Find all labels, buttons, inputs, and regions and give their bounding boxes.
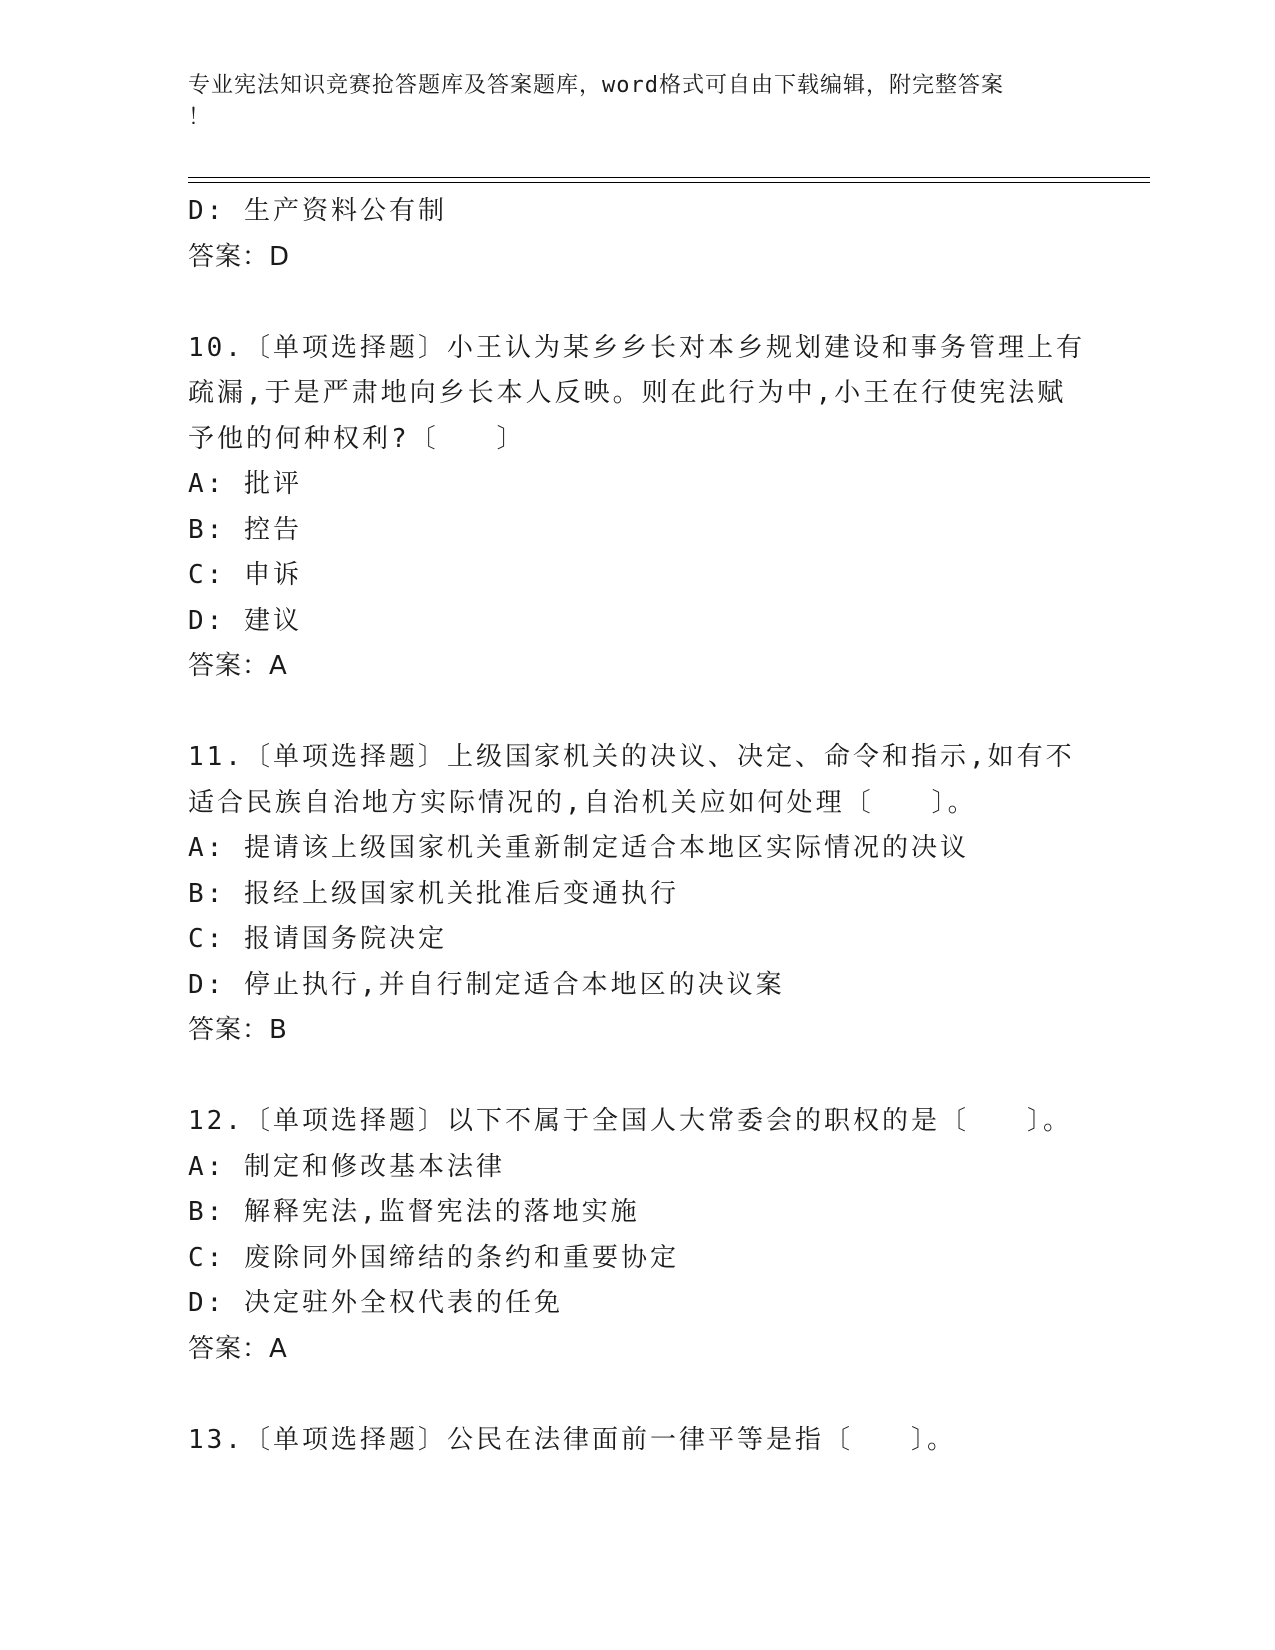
option-c: C: 报请国务院决定 <box>188 924 447 954</box>
answer-line: 答案：A <box>188 1333 288 1364</box>
answer-line: 答案：D <box>188 241 291 272</box>
option-a: A: 批评 <box>188 469 302 499</box>
question-stem-line: 10.〔单项选择题〕小王认为某乡乡长对本乡规划建设和事务管理上有 <box>188 332 1085 363</box>
spacer <box>188 1372 1088 1418</box>
question-stem-line: 13.〔单项选择题〕公民在法律面前一律平等是指〔 〕。 <box>188 1424 956 1455</box>
header-title: 专业宪法知识竞赛抢答题库及答案题库，word格式可自由下载编辑，附完整答案 <box>188 73 1004 98</box>
spacer <box>188 1054 1088 1100</box>
question-12 <box>188 1099 1088 1372</box>
question-stem-line: 予他的何种权利?〔 〕 <box>188 423 526 454</box>
question-13 <box>188 1418 1088 1464</box>
option-b: B: 报经上级国家机关批准后变通执行 <box>188 878 679 909</box>
question-stem-line: 疏漏,于是严肃地向乡长本人反映。则在此行为中,小王在行使宪法赋 <box>188 378 1067 408</box>
question-list <box>188 189 1088 1463</box>
question-10 <box>188 326 1088 690</box>
carryover-question <box>188 189 1088 280</box>
option-a: A: 提请该上级国家机关重新制定适合本地区实际情况的决议 <box>188 833 969 863</box>
option-c: C: 申诉 <box>188 560 302 590</box>
option-b: B: 解释宪法,监督宪法的落地实施 <box>188 1197 640 1227</box>
question-stem-line: 适合民族自治地方实际情况的,自治机关应如何处理〔 〕。 <box>188 787 977 818</box>
option-d: D: 决定驻外全权代表的任免 <box>188 1288 563 1318</box>
header-divider-bottom <box>188 182 1150 183</box>
option-a: A: 制定和修改基本法律 <box>188 1151 505 1182</box>
document-header <box>188 70 1088 134</box>
answer-line: 答案：A <box>188 651 288 681</box>
option-d: D: 停止执行,并自行制定适合本地区的决议案 <box>188 969 785 1000</box>
option-b: B: 控告 <box>188 514 302 545</box>
option-d: D: 生产资料公有制 <box>188 196 447 226</box>
answer-line: 答案：B <box>188 1015 288 1045</box>
header-title-continuation: ！ <box>188 105 212 130</box>
spacer <box>188 280 1088 326</box>
question-stem-line: 12.〔单项选择题〕以下不属于全国人大常委会的职权的是〔 〕。 <box>188 1106 1072 1136</box>
header-divider-top <box>188 177 1150 178</box>
spacer <box>188 690 1088 736</box>
question-stem-line: 11.〔单项选择题〕上级国家机关的决议、决定、命令和指示,如有不 <box>188 742 1075 772</box>
question-11 <box>188 735 1088 1054</box>
option-d: D: 建议 <box>188 605 302 636</box>
option-c: C: 废除同外国缔结的条约和重要协定 <box>188 1242 679 1273</box>
